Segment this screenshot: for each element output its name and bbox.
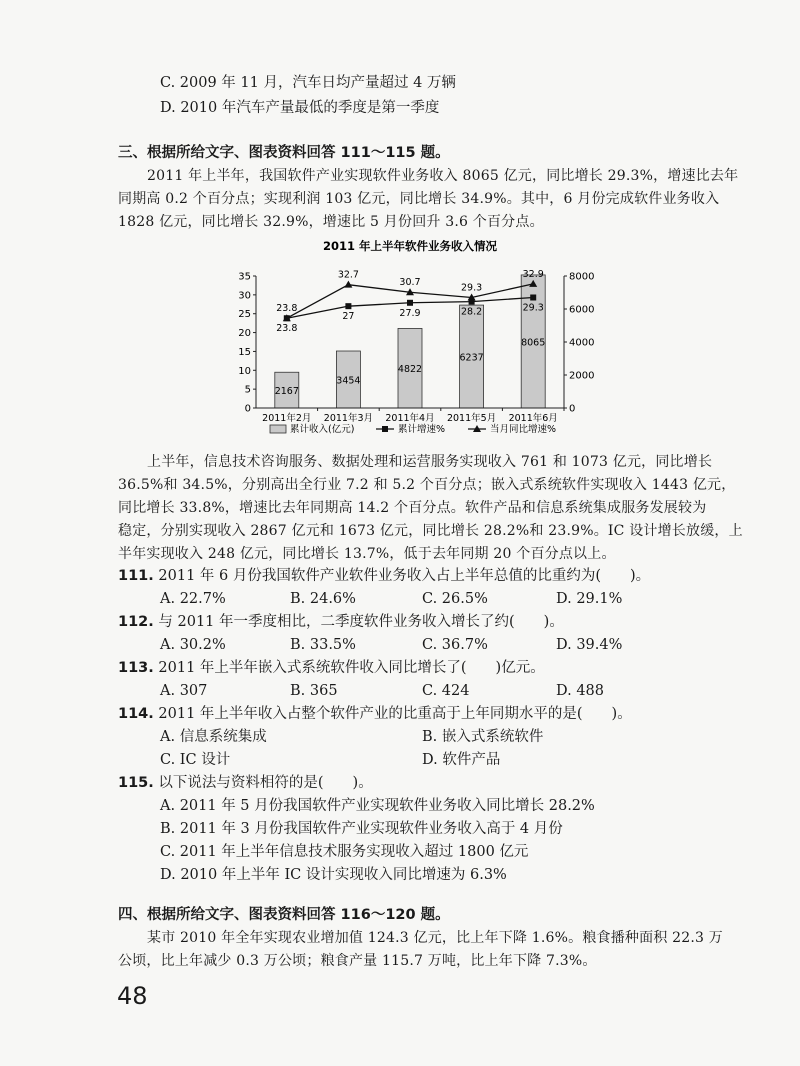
q114-option-d[interactable]: D. 软件产品 — [422, 752, 501, 768]
q115-option-c[interactable]: C. 2011 年上半年信息技术服务实现收入超过 1800 亿元 — [160, 844, 529, 860]
section4-para-line2: 公顷，比上年减少 0.3 万公顷；粮食产量 115.7 万吨，比上年下降 7.3%。 — [118, 953, 597, 969]
legend-bar-label: 累计收入(亿元) — [290, 424, 355, 435]
question-113 — [118, 658, 545, 678]
section3-para2-line3: 同比增长 33.8%，增速比去年同期高 14.2 个百分点。软件产品和信息系统集成服务发展较为 — [118, 500, 707, 516]
question-text: 2011 年上半年收入占整个软件产业的比重高于上年同期水平的是( )。 — [158, 706, 632, 722]
left-tick-label: 5 — [244, 384, 251, 396]
section3-para2-line5: 半年实现收入 248 亿元，同比增长 13.7%，低于去年同期 20 个百分点以上。 — [118, 546, 616, 562]
x-tick-label: 2011年3月 — [323, 413, 374, 424]
right-tick-label: 6000 — [569, 304, 595, 316]
q112-option-c[interactable]: C. 36.7% — [422, 637, 488, 653]
q111-option-b[interactable]: B. 24.6% — [290, 591, 356, 607]
q113-option-b[interactable]: B. 365 — [290, 683, 338, 699]
section3-para1-line1: 2011 年上半年，我国软件产业实现软件业务收入 8065 亿元，同比增长 29.3%，增速比去年 — [147, 168, 739, 184]
left-tick-label: 20 — [238, 328, 251, 340]
cumulative-growth-point — [530, 294, 536, 300]
bar-value-label: 6237 — [459, 352, 484, 364]
q112-option-d[interactable]: D. 39.4% — [556, 637, 623, 653]
question-number: 113. — [118, 660, 154, 676]
monthly-growth-label: 32.9 — [522, 268, 544, 280]
left-tick-label: 10 — [238, 365, 251, 377]
question-114 — [118, 704, 632, 724]
monthly-growth-label: 32.7 — [337, 269, 359, 281]
section3-para2-line4: 稳定，分别实现收入 2867 亿元和 1673 亿元，同比增长 28.2%和 23.9%。IC 设计增长放缓，上 — [118, 523, 743, 539]
right-tick-label: 0 — [569, 403, 576, 415]
section3-para1-line3: 1828 亿元，同比增长 32.9%，增速比 5 月份回升 3.6 个百分点。 — [118, 214, 544, 230]
bar-value-label: 8065 — [521, 337, 546, 349]
q114-option-a[interactable]: A. 信息系统集成 — [160, 729, 267, 745]
q111-option-d[interactable]: D. 29.1% — [556, 591, 623, 607]
left-tick-label: 15 — [238, 346, 251, 358]
section3-heading: 三、根据所给文字、图表资料回答 111～115 题。 — [118, 145, 450, 161]
legend-cumulative-marker — [382, 426, 388, 432]
q115-option-d[interactable]: D. 2010 年上半年 IC 设计实现收入同比增速为 6.3% — [160, 867, 507, 883]
question-number: 114. — [118, 706, 154, 722]
left-tick-label: 30 — [238, 290, 251, 302]
q113-option-d[interactable]: D. 488 — [556, 683, 605, 699]
q114-option-c[interactable]: C. IC 设计 — [160, 752, 231, 768]
q111-option-c[interactable]: C. 26.5% — [422, 591, 488, 607]
x-tick-label: 2011年4月 — [385, 413, 435, 424]
left-tick-label: 25 — [238, 309, 251, 321]
q115-option-a[interactable]: A. 2011 年 5 月份我国软件产业实现软件业务收入同比增长 28.2% — [160, 798, 595, 814]
question-number: 111. — [118, 568, 154, 584]
bar-value-label: 2167 — [274, 386, 299, 398]
question-text: 与 2011 年一季度相比，二季度软件业务收入增长了约( )。 — [158, 614, 564, 630]
x-tick-label: 2011年2月 — [262, 413, 312, 424]
question-115 — [118, 773, 373, 793]
q112-option-a[interactable]: A. 30.2% — [160, 637, 226, 653]
legend-cumulative-label: 累计增速% — [398, 424, 446, 435]
question-number: 112. — [118, 614, 154, 630]
cumulative-growth-point — [345, 303, 351, 309]
question-text: 2011 年上半年嵌入式系统软件收入同比增长了( )亿元。 — [158, 660, 545, 676]
cumulative-growth-label: 28.2 — [461, 306, 483, 318]
prev-option-d: D. 2010 年汽车产量最低的季度是第一季度 — [160, 100, 440, 116]
q114-option-b[interactable]: B. 嵌入式系统软件 — [422, 729, 544, 745]
question-112 — [118, 612, 564, 632]
monthly-growth-point — [344, 281, 352, 288]
right-tick-label: 8000 — [569, 271, 595, 283]
chart-title: 2011 年上半年软件业务收入情况 — [322, 239, 498, 253]
monthly-growth-label: 23.8 — [276, 303, 298, 315]
right-tick-label: 2000 — [569, 370, 595, 382]
monthly-growth-label: 29.3 — [461, 282, 483, 294]
x-tick-label: 2011年6月 — [508, 413, 558, 424]
bar-value-label: 3454 — [336, 375, 361, 387]
question-text: 2011 年 6 月份我国软件产业软件业务收入占上半年总值的比重约为( )。 — [158, 568, 651, 584]
cumulative-growth-label: 27.9 — [399, 307, 421, 319]
q115-option-b[interactable]: B. 2011 年 3 月份我国软件产业实现软件业务收入高于 4 月份 — [160, 821, 563, 837]
left-tick-label: 35 — [238, 271, 251, 283]
section3-para2-line1: 上半年，信息技术咨询服务、数据处理和运营服务实现收入 761 和 1073 亿元，同比增长 — [147, 454, 713, 470]
question-text: 以下说法与资料相符的是( )。 — [158, 775, 373, 791]
legend-bar-swatch — [270, 425, 286, 433]
q111-option-a[interactable]: A. 22.7% — [160, 591, 226, 607]
cumulative-growth-label: 29.3 — [522, 302, 544, 314]
question-111 — [118, 566, 650, 586]
bar-value-label: 4822 — [397, 364, 423, 376]
cumulative-growth-label: 23.8 — [276, 323, 298, 335]
q113-option-a[interactable]: A. 307 — [160, 683, 208, 699]
x-tick-label: 2011年5月 — [446, 413, 497, 424]
cumulative-growth-point — [407, 300, 413, 306]
right-tick-label: 4000 — [569, 337, 595, 349]
prev-option-c: C. 2009 年 11 月，汽车日均产量超过 4 万辆 — [160, 75, 456, 91]
question-number: 115. — [118, 775, 154, 791]
left-tick-label: 0 — [244, 403, 251, 415]
section3-para2-line2: 36.5%和 34.5%，分别高出全行业 7.2 和 5.2 个百分点；嵌入式系统软件实现收入 1443 亿元， — [118, 477, 736, 493]
software-revenue-chart — [220, 236, 600, 446]
monthly-growth-label: 30.7 — [399, 277, 421, 289]
legend-monthly-label: 当月同比增速% — [490, 424, 557, 435]
section3-para1-line2: 同期高 0.2 个百分点；实现利润 103 亿元，同比增长 34.9%。其中，6 月份完成软件业务收入 — [118, 191, 720, 207]
q113-option-c[interactable]: C. 424 — [422, 683, 470, 699]
section4-para-line1: 某市 2010 年全年实现农业增加值 124.3 亿元，比上年下降 1.6%。粮食播种面积 22.3 万 — [147, 930, 723, 946]
cumulative-growth-label: 27 — [342, 311, 355, 323]
q112-option-b[interactable]: B. 33.5% — [290, 637, 356, 653]
page-number: 48 — [117, 982, 148, 1010]
section4-heading: 四、根据所给文字、图表资料回答 116～120 题。 — [118, 907, 450, 923]
